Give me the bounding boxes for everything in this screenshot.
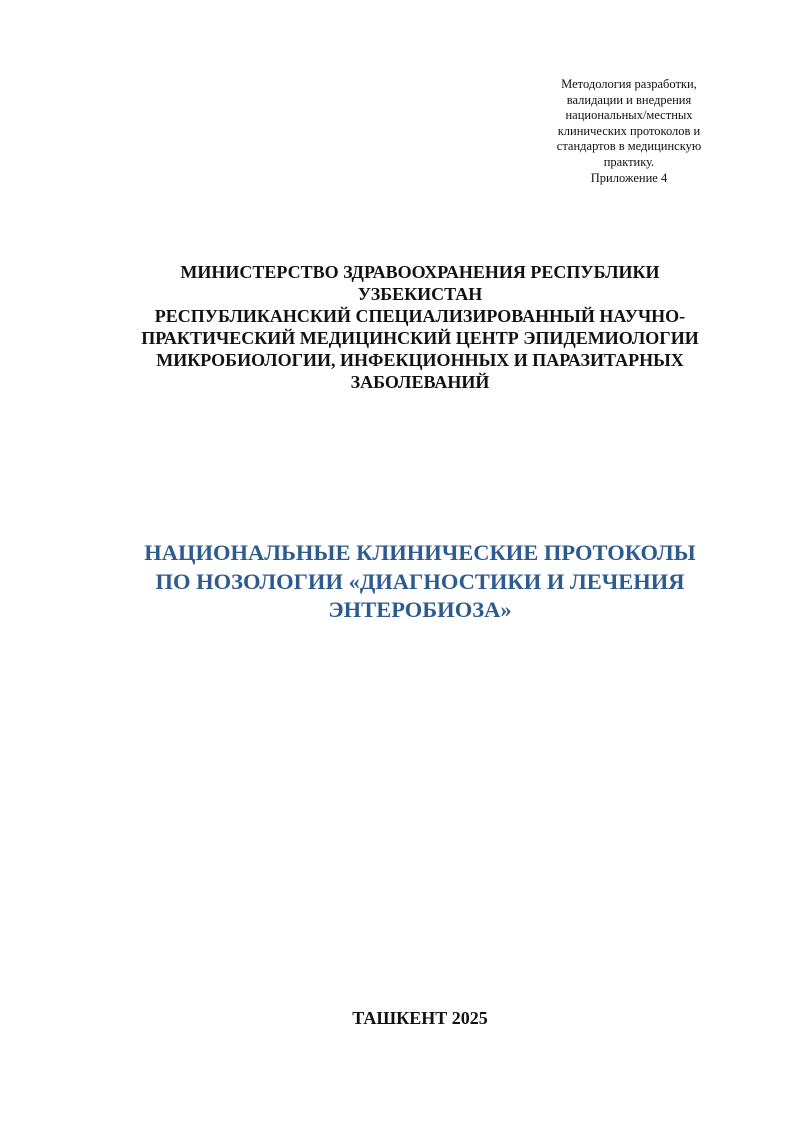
organization-line: РЕСПУБЛИКАНСКИЙ СПЕЦИАЛИЗИРОВАННЫЙ НАУЧНО- bbox=[154, 306, 686, 326]
document-title-line: ЭНТЕРОБИОЗА» bbox=[328, 597, 512, 622]
appendix-number: Приложение 4 bbox=[590, 170, 668, 185]
appendix-note-line: национальных/местных bbox=[565, 108, 693, 123]
organization-line: УЗБЕКИСТАН bbox=[357, 284, 483, 304]
appendix-note-line: Методология разработки, bbox=[561, 77, 697, 91]
organization-line: ПРАКТИЧЕСКИЙ МЕДИЦИНСКИЙ ЦЕНТР ЭПИДЕМИОЛОГИИ bbox=[141, 328, 699, 348]
appendix-note-line: валидации и внедрения bbox=[566, 92, 692, 107]
city-year: ТАШКЕНТ 2025 bbox=[352, 1008, 488, 1028]
organization-heading bbox=[60, 261, 780, 393]
organization-line: МИКРОБИОЛОГИИ, ИНФЕКЦИОННЫХ И ПАРАЗИТАРНЫХ bbox=[156, 350, 684, 370]
document-title-line: ПО НОЗОЛОГИИ «ДИАГНОСТИКИ И ЛЕЧЕНИЯ bbox=[155, 568, 685, 594]
appendix-note-line: клинических протоколов и bbox=[557, 123, 701, 138]
appendix-note-line: практику. bbox=[603, 154, 655, 169]
document-title-line: НАЦИОНАЛЬНЫЕ КЛИНИЧЕСКИЕ ПРОТОКОЛЫ bbox=[144, 540, 696, 565]
appendix-note-line: стандартов в медицинскую bbox=[556, 139, 702, 154]
document-title bbox=[60, 539, 780, 625]
appendix-note bbox=[540, 77, 718, 186]
organization-line: ЗАБОЛЕВАНИЙ bbox=[350, 372, 490, 392]
organization-line: МИНИСТЕРСТВО ЗДРАВООХРАНЕНИЯ РЕСПУБЛИКИ bbox=[180, 262, 660, 282]
